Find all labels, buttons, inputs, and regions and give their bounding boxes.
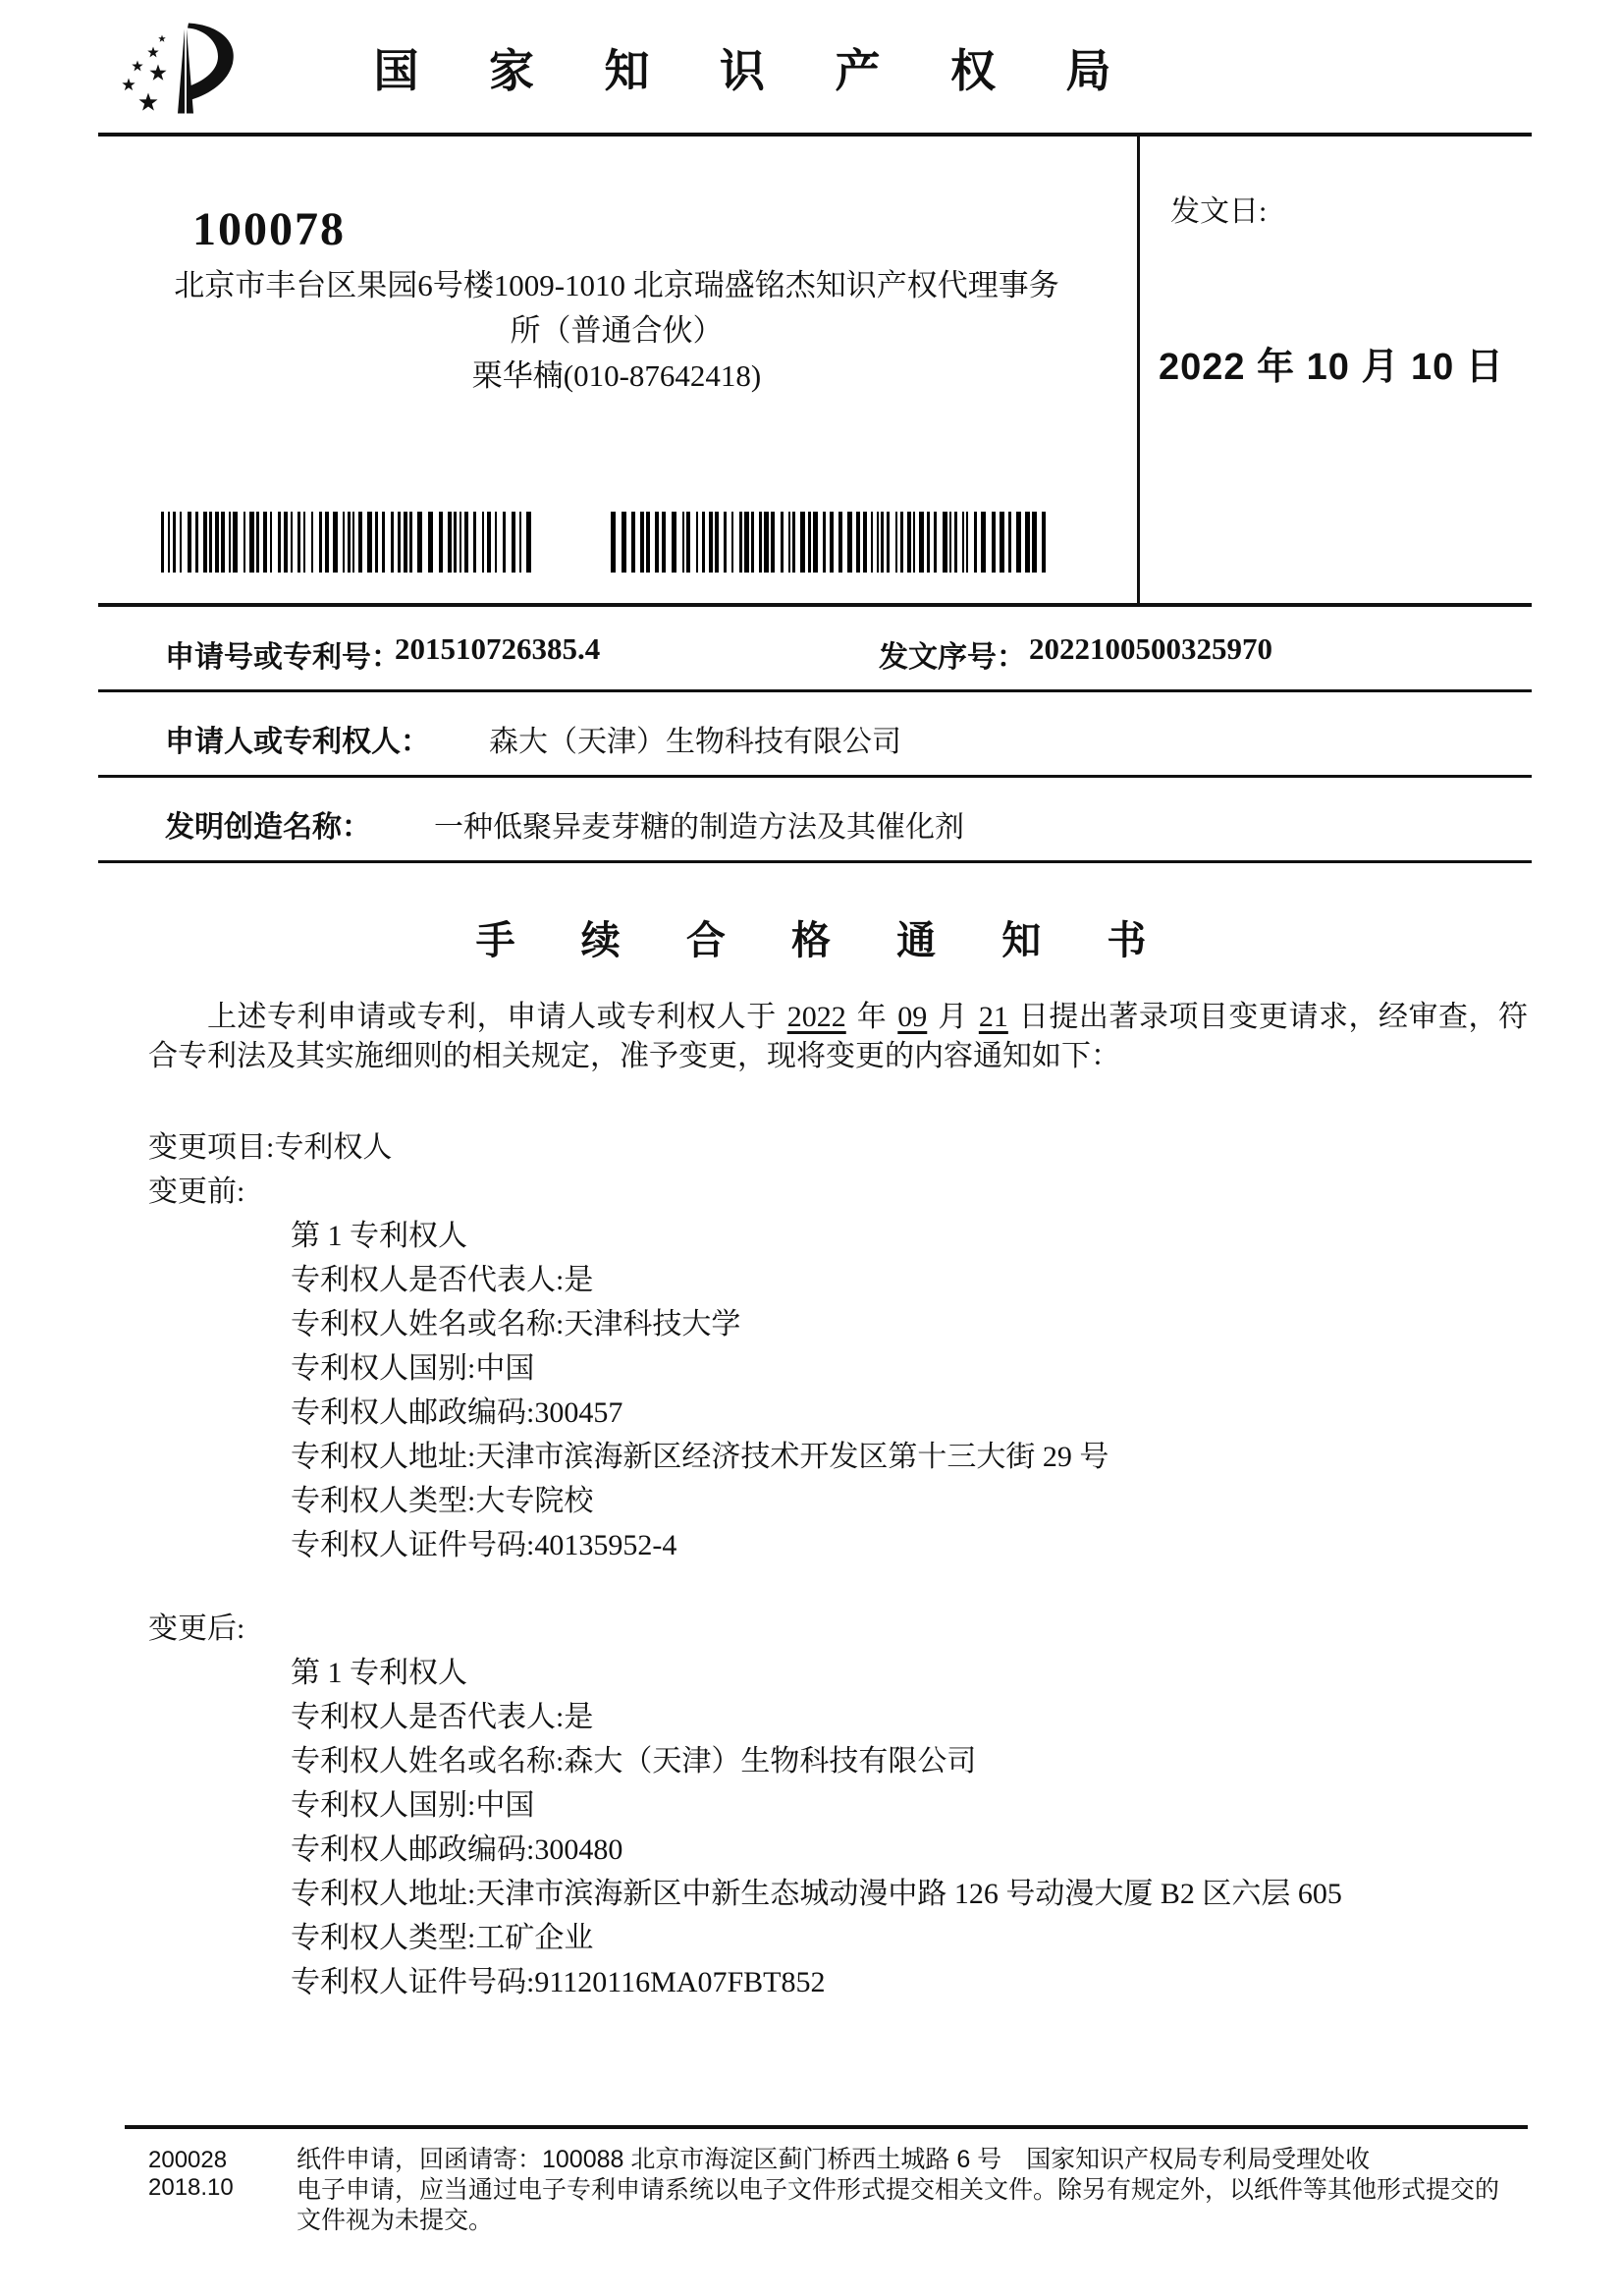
application-number-value: 201510726385.4 (395, 631, 601, 666)
footer-note-line2: 电子申请，应当通过电子专利申请系统以电子文件形式提交相关文件。除另有规定外，以纸件等其他形式提交的 (297, 2176, 1500, 2204)
after-address: 专利权人地址:天津市滨海新区中新生态城动漫中路 126 号动漫大厦 B2 区六层 605 (291, 1878, 1342, 1910)
before-postcode: 专利权人邮政编码:300457 (291, 1396, 623, 1429)
recipient-address-line1: 北京市丰台区果园6号楼1009-1010 北京瑞盛铭杰知识产权代理事务 (174, 268, 1059, 302)
rule-above-applicant-row (98, 689, 1532, 692)
applicant-label: 申请人或专利权人： (165, 726, 430, 758)
change-before-list (291, 1214, 1523, 1567)
before-address: 专利权人地址:天津市滨海新区经济技术开发区第十三大街 29 号 (291, 1441, 1109, 1473)
footer-note-line3: 文件视为未提交。 (297, 2207, 494, 2234)
after-representative: 专利权人是否代表人:是 (291, 1701, 594, 1733)
application-number-label: 申请号或专利号： (165, 641, 401, 674)
before-country: 专利权人国别:中国 (291, 1352, 535, 1385)
before-name: 专利权人姓名或名称:天津科技大学 (291, 1308, 741, 1340)
rule-above-invention-row (98, 775, 1532, 778)
request-day: 21 (978, 1001, 1008, 1033)
notice-paragraph (148, 998, 1528, 1076)
before-id-number: 专利权人证件号码:40135952-4 (291, 1529, 677, 1561)
notice-text-lead: 上述专利申请或专利，申请人或专利权人于 (207, 1001, 784, 1033)
section-gap (148, 1567, 1523, 1607)
after-id-number: 专利权人证件号码:91120116MA07FBT852 (291, 1966, 826, 1998)
recipient-postal-code: 100078 (192, 203, 346, 255)
recipient-attorney-line: 栗华楠(010-87642418) (471, 358, 762, 393)
barcode-left (161, 512, 532, 573)
issue-date-value: 2022 年 10 月 10 日 (1159, 347, 1504, 388)
change-record (148, 1125, 1523, 2004)
before-type: 专利权人类型:大专院校 (291, 1485, 594, 1517)
before-patentee-heading: 第 1 专利权人 (291, 1220, 467, 1252)
recipient-address (165, 263, 1068, 399)
vertical-divider-rule (1137, 133, 1140, 607)
dispatch-serial-label: 发文序号： (879, 641, 1026, 674)
after-country: 专利权人国别:中国 (291, 1789, 535, 1822)
form-number: 200028 (148, 2147, 228, 2173)
footer-note-line1: 纸件申请，回函请寄：100088 北京市海淀区蓟门桥西土城路 6 号 国家知识产权局专利局受理处收 (297, 2146, 1371, 2173)
request-year: 2022 (786, 1001, 846, 1033)
change-before-label: 变更前: (148, 1175, 245, 1208)
footer-notes (297, 2145, 1543, 2236)
after-postcode: 专利权人邮政编码:300480 (291, 1833, 623, 1866)
notice-text-tail: 日提出著录项目变更请求，经审查，符合专利法及其实施细则的相关规定，准予变更，现将变更的内容通知如下： (148, 1001, 1529, 1072)
notice-title: 手 续 合 格 通 知 书 (475, 919, 1174, 962)
recipient-address-line2: 所（普通合伙） (510, 313, 724, 348)
applicant-value: 森大（天津）生物科技有限公司 (489, 726, 901, 758)
change-after-list (291, 1651, 1523, 2004)
after-name: 专利权人姓名或名称:森大（天津）生物科技有限公司 (291, 1745, 977, 1777)
rule-above-application-row (98, 603, 1532, 607)
footer-rule (125, 2125, 1528, 2129)
header-rule (98, 133, 1532, 137)
agency-title: 国 家 知 识 产 权 局 (373, 46, 1141, 96)
form-version: 2018.10 (148, 2174, 234, 2201)
change-after-label: 变更后: (148, 1613, 245, 1645)
month-unit: 月 (930, 1001, 976, 1033)
after-patentee-heading: 第 1 专利权人 (291, 1657, 467, 1689)
rule-below-invention-row (98, 860, 1532, 863)
issue-date-label: 发文日: (1170, 195, 1268, 228)
barcode-right (611, 512, 1051, 573)
request-month: 09 (897, 1001, 928, 1033)
change-item-label: 变更项目:专利权人 (148, 1131, 393, 1164)
invention-title-value: 一种低聚异麦芽糖的制造方法及其催化剂 (434, 811, 964, 844)
year-unit: 年 (848, 1001, 895, 1033)
invention-title-label: 发明创造名称： (165, 811, 371, 844)
dispatch-serial-value: 2022100500325970 (1029, 631, 1272, 666)
after-type: 专利权人类型:工矿企业 (291, 1922, 594, 1954)
before-representative: 专利权人是否代表人:是 (291, 1264, 594, 1296)
